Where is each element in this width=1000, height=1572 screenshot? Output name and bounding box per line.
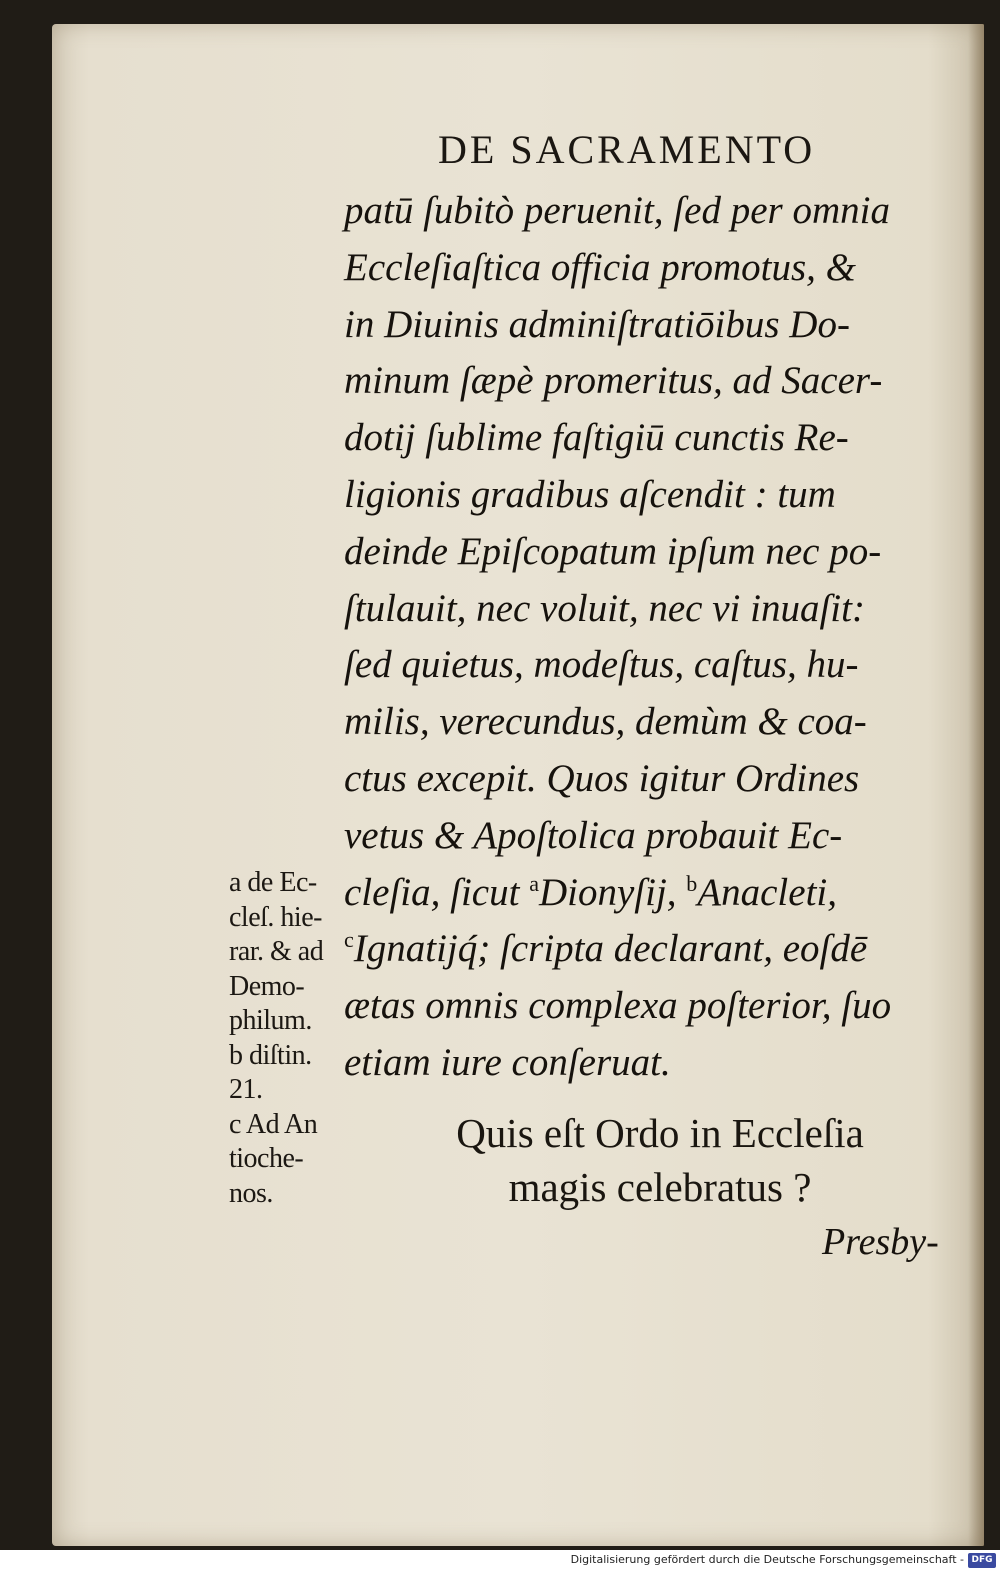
footnote-ref-c: c bbox=[344, 927, 354, 953]
text-line-with-refs bbox=[344, 865, 956, 922]
margin-note-line: philum. bbox=[229, 1005, 312, 1036]
margin-note-line: rar. & ad bbox=[229, 936, 324, 967]
text-line: vetus & Apoſtolica probauit Ec- bbox=[344, 813, 843, 857]
margin-note-line: c Ad An bbox=[229, 1108, 318, 1140]
question-heading bbox=[380, 1106, 940, 1214]
text-segment: Ignatijq́; ſcripta declarant, eoſdē bbox=[353, 927, 868, 971]
catchword: Presby- bbox=[822, 1221, 939, 1263]
margin-note-line: tioche- bbox=[229, 1143, 304, 1174]
margin-note-line: b diſtin. bbox=[229, 1039, 312, 1071]
text-segment: Dionyſij, bbox=[538, 870, 687, 914]
margin-note-line: cleſ. hie- bbox=[229, 901, 322, 933]
text-line: ligionis gradibus aſcendit : tum bbox=[344, 472, 836, 516]
text-line: deinde Epiſcopatum ipſum nec po- bbox=[344, 529, 882, 573]
question-line-1: Quis eſt Ordo in Eccleſia bbox=[456, 1110, 864, 1156]
text-line: dotij ſublime faſtigiū cunctis Re- bbox=[344, 416, 849, 460]
page-edge bbox=[968, 24, 984, 1546]
main-text bbox=[344, 183, 956, 1092]
text-segment: Anacleti, bbox=[697, 870, 837, 914]
text-line: in Diuinis adminiſtratiōibus Do- bbox=[344, 302, 850, 346]
margin-note-line: a de Ec- bbox=[229, 867, 317, 898]
dfg-logo: DFG bbox=[968, 1553, 996, 1568]
text-line: patū ſubitò peruenit, ſed per omnia bbox=[344, 189, 890, 232]
footnote-ref-a: a bbox=[529, 870, 539, 896]
text-line: Eccleſiaſtica officia promotus, & bbox=[344, 245, 856, 289]
text-line: milis, verecundus, demùm & coa- bbox=[344, 700, 867, 744]
margin-note-line: nos. bbox=[229, 1177, 273, 1209]
marginal-notes bbox=[229, 866, 357, 1211]
question-line-2: magis celebratus ? bbox=[508, 1164, 812, 1210]
margin-note-line: 21. bbox=[229, 1074, 263, 1105]
text-line: etiam iure conſeruat. bbox=[344, 1040, 671, 1084]
text-line: minum ſæpè promeritus, ad Sacer- bbox=[344, 359, 883, 403]
margin-note-line: Demo- bbox=[229, 970, 305, 1002]
text-line: ætas omnis complexa poſterior, ſuo bbox=[344, 984, 892, 1028]
text-segment: cleſia, ſicut bbox=[344, 870, 530, 914]
footnote-ref-b: b bbox=[686, 870, 698, 896]
running-head: DE SACRAMENTO bbox=[438, 127, 816, 172]
text-line: ctus excepit. Quos igitur Ordines bbox=[344, 756, 860, 800]
text-line: ſed quietus, modeſtus, caſtus, hu- bbox=[344, 643, 859, 687]
text-line: ſtulauit, nec voluit, nec vi inuaſit: bbox=[344, 586, 865, 630]
digitization-credit: Digitalisierung gefördert durch die Deutsche Forschungsgemeinschaft - bbox=[570, 1553, 964, 1566]
text-line-with-refs bbox=[344, 921, 956, 978]
